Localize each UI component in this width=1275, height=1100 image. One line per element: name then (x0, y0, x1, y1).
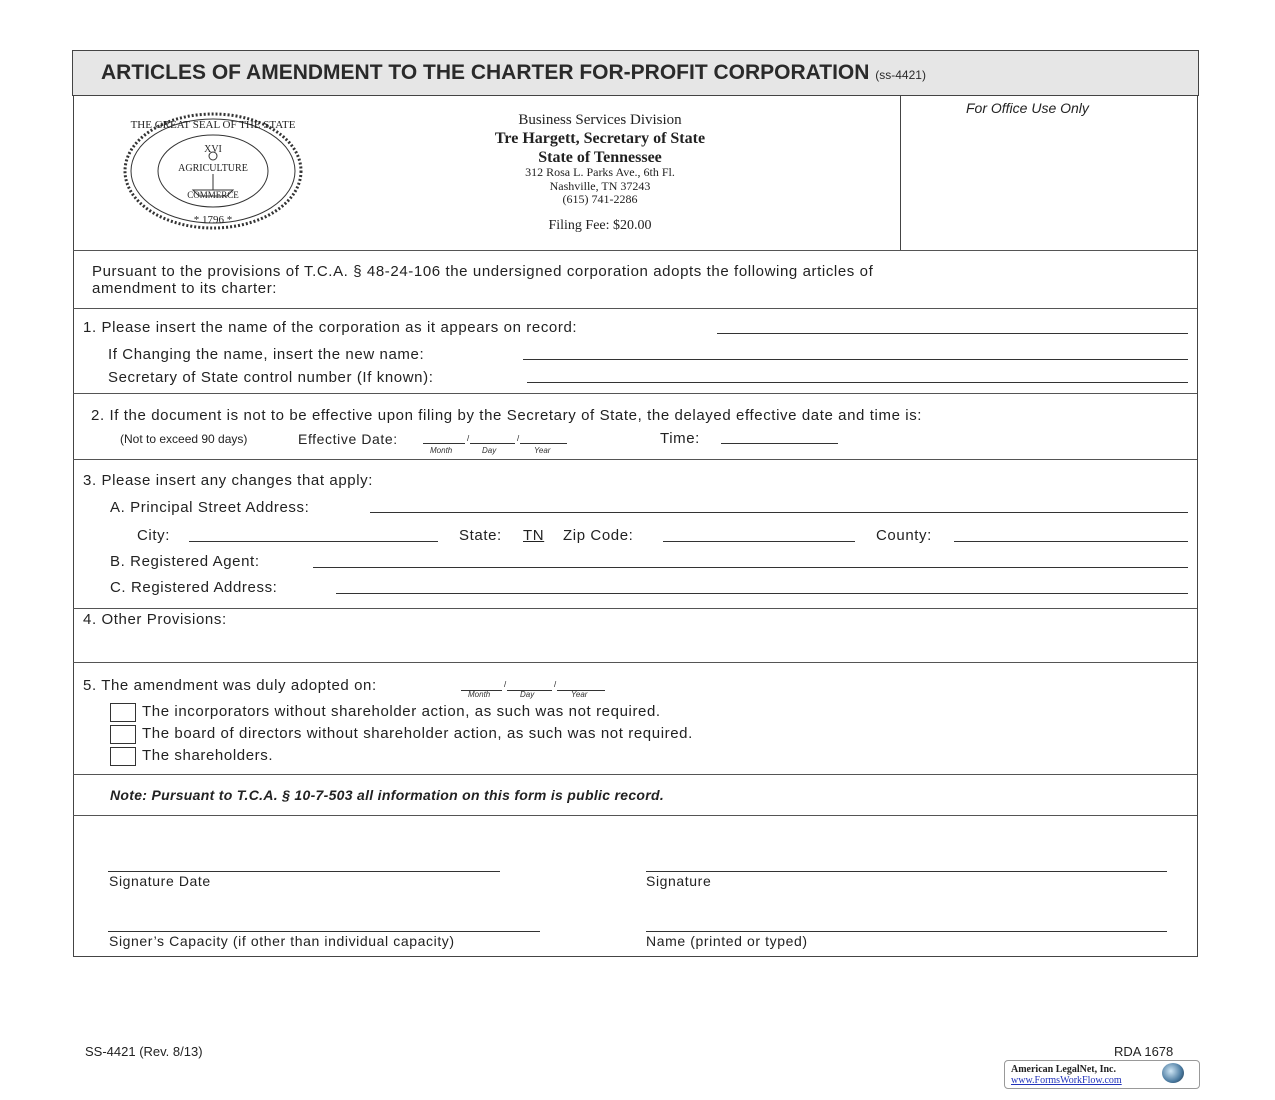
day-caption: Day (482, 446, 497, 455)
svg-text:XVI: XVI (204, 144, 222, 155)
printed-name-label: Name (printed or typed) (646, 933, 808, 949)
effective-date-question: 2. If the document is not to be effective upon filing by the Secretary of State, the delayed effective date and time is: (91, 407, 923, 424)
zip-input[interactable] (663, 527, 855, 542)
office-use-label: For Office Use Only (966, 100, 1089, 116)
date-separator: / (517, 434, 520, 443)
street-address-input[interactable] (370, 498, 1188, 513)
state-value: TN (523, 527, 545, 544)
vendor-name: American LegalNet, Inc. (1011, 1064, 1116, 1075)
time-label: Time: (660, 430, 700, 447)
adopted-year-input[interactable] (557, 676, 605, 691)
office-phone: (615) 741-2286 (562, 192, 638, 206)
zip-label: Zip Code: (563, 527, 634, 544)
tennessee-seal-logo (123, 112, 303, 230)
form-revision: SS-4421 (Rev. 8/13) (85, 1044, 203, 1059)
signer-capacity-input[interactable] (108, 917, 540, 932)
division-name: Business Services Division (518, 112, 682, 128)
other-provisions-label: 4. Other Provisions: (83, 611, 227, 628)
state-name: State of Tennessee (538, 149, 662, 166)
divider (73, 459, 1197, 460)
divider (73, 393, 1197, 394)
svg-text:THE GREAT SEAL OF THE STATE: THE GREAT SEAL OF THE STATE (130, 119, 296, 131)
office-use-box (900, 95, 1198, 250)
new-name-input[interactable] (523, 345, 1188, 360)
secretary-name: Tre Hargett, Secretary of State (494, 130, 706, 147)
effective-year-input[interactable] (520, 429, 567, 444)
signature-date-label: Signature Date (109, 873, 211, 889)
filing-fee: Filing Fee: $20.00 (548, 218, 652, 233)
date-separator: / (467, 434, 470, 443)
year-caption: Year (571, 690, 588, 699)
changes-heading: 3. Please insert any changes that apply: (83, 472, 374, 489)
divider (73, 250, 1197, 251)
day-caption: Day (520, 690, 535, 699)
month-caption: Month (468, 690, 491, 699)
control-number-input[interactable] (527, 368, 1188, 383)
board-checkbox[interactable] (110, 725, 136, 744)
corp-name-label: 1. Please insert the name of the corporation as it appears on record: (83, 319, 578, 336)
svg-text:COMMERCE: COMMERCE (187, 190, 239, 200)
adopted-month-input[interactable] (461, 676, 502, 691)
incorporators-checkbox[interactable] (110, 703, 136, 722)
registered-agent-input[interactable] (313, 553, 1188, 568)
divider (73, 774, 1197, 775)
divider (73, 308, 1197, 309)
county-input[interactable] (954, 527, 1188, 542)
printed-name-input[interactable] (646, 917, 1167, 932)
public-record-note: Note: Pursuant to T.C.A. § 10-7-503 all information on this form is public record. (110, 787, 665, 803)
not-exceed-note: (Not to exceed 90 days) (120, 432, 248, 446)
time-input[interactable] (721, 429, 838, 444)
intro-line-2: amendment to its charter: (92, 280, 278, 297)
effective-month-input[interactable] (423, 429, 465, 444)
signer-capacity-label: Signer’s Capacity (if other than individual capacity) (109, 933, 455, 949)
office-address-2: Nashville, TN 37243 (549, 179, 651, 193)
incorporators-option-label: The incorporators without shareholder action, as such was not required. (142, 703, 661, 720)
adopted-on-label: 5. The amendment was duly adopted on: (83, 677, 377, 694)
registered-address-label: C. Registered Address: (110, 579, 278, 596)
divider (73, 608, 1197, 609)
new-name-label: If Changing the name, insert the new name: (108, 346, 425, 363)
form-code: (ss-4421) (875, 68, 926, 82)
signature-label: Signature (646, 873, 712, 889)
date-separator: / (554, 680, 557, 689)
board-option-label: The board of directors without shareholder action, as such was not required. (142, 725, 693, 742)
shareholders-option-label: The shareholders. (142, 747, 274, 764)
street-address-label: A. Principal Street Address: (110, 499, 310, 516)
adopted-day-input[interactable] (507, 676, 552, 691)
city-input[interactable] (189, 527, 438, 542)
year-caption: Year (534, 446, 551, 455)
date-separator: / (504, 680, 507, 689)
effective-date-label: Effective Date: (298, 431, 398, 447)
divider (73, 815, 1197, 816)
registered-agent-label: B. Registered Agent: (110, 553, 260, 570)
form-title-main: ARTICLES OF AMENDMENT TO THE CHARTER FOR-PROFIT CORPORATION (101, 61, 870, 84)
city-label: City: (137, 527, 170, 544)
rda-number: RDA 1678 (1114, 1044, 1174, 1059)
vendor-link[interactable]: www.FormsWorkFlow.com (1011, 1075, 1122, 1086)
svg-text:* 1796 *: * 1796 * (193, 214, 233, 226)
effective-day-input[interactable] (470, 429, 515, 444)
month-caption: Month (430, 446, 453, 455)
intro-line-1: Pursuant to the provisions of T.C.A. § 48-24-106 the undersigned corporation adopts the following articles of (92, 263, 874, 280)
form-title (101, 61, 926, 85)
office-address-1: 312 Rosa L. Parks Ave., 6th Fl. (525, 165, 675, 179)
globe-icon (1162, 1063, 1184, 1083)
other-provisions-input[interactable] (83, 632, 1183, 656)
state-label: State: (459, 527, 502, 544)
control-number-label: Secretary of State control number (If known): (108, 369, 434, 386)
signature-date-input[interactable] (108, 857, 500, 872)
county-label: County: (876, 527, 932, 544)
svg-text:AGRICULTURE: AGRICULTURE (178, 163, 248, 174)
signature-input[interactable] (646, 857, 1167, 872)
divider (73, 662, 1197, 663)
corp-name-input[interactable] (717, 319, 1188, 334)
shareholders-checkbox[interactable] (110, 747, 136, 766)
registered-address-input[interactable] (336, 579, 1188, 594)
